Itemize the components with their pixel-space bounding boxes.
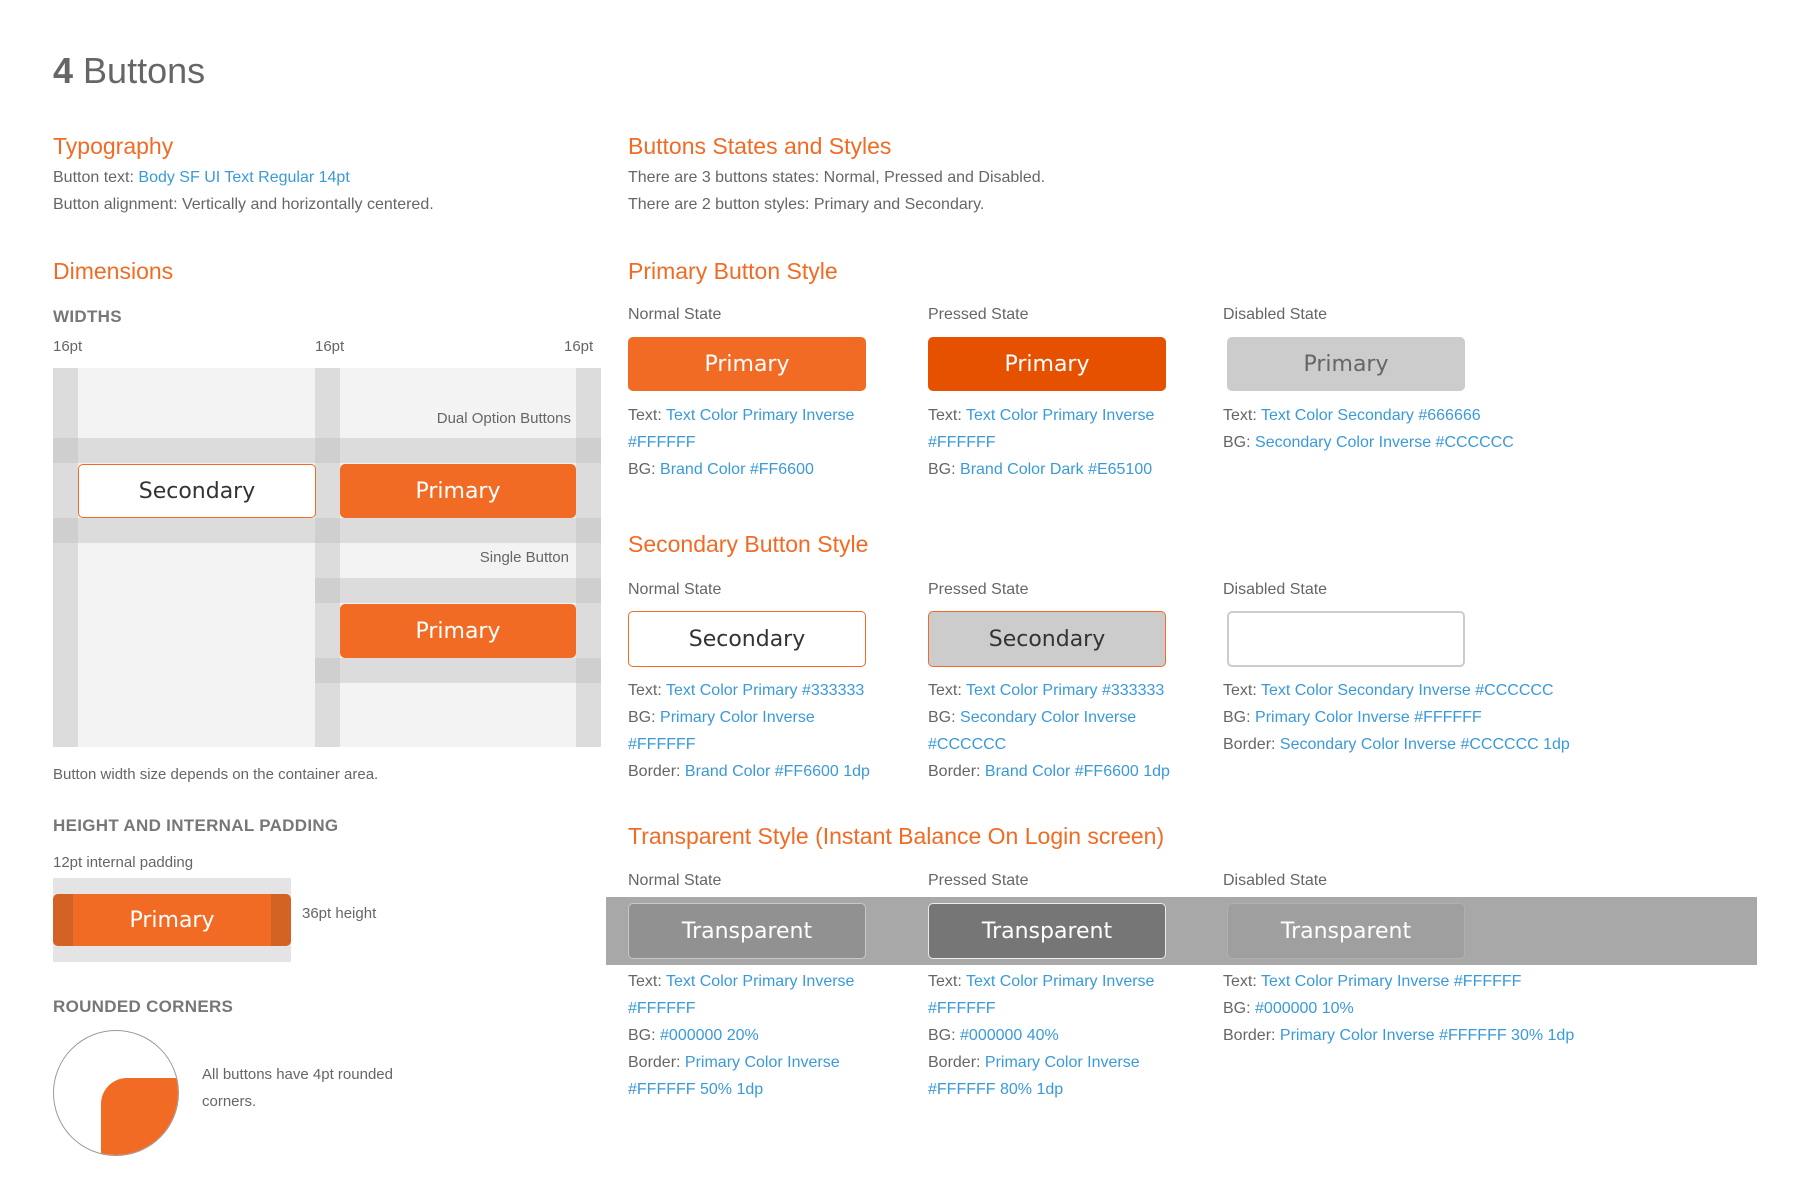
spec-line bbox=[628, 758, 870, 785]
spec-line bbox=[628, 456, 854, 483]
spec-line bbox=[1223, 1022, 1574, 1049]
section-number: 4 bbox=[53, 50, 74, 91]
widths-diagram bbox=[53, 368, 601, 747]
transparent-normal-specs bbox=[628, 968, 854, 1103]
spec-label: Border: bbox=[628, 763, 685, 780]
spec-value: Brand Color #FF6600 1dp bbox=[984, 763, 1170, 780]
spec-label: BG: bbox=[628, 461, 661, 478]
transparent-disabled-button[interactable]: Transparent bbox=[1227, 903, 1465, 959]
transparent-pressed-state-label: Pressed State bbox=[928, 872, 1029, 889]
dual-option-label: Dual Option Buttons bbox=[436, 410, 571, 427]
spec-line bbox=[928, 704, 1170, 731]
spec-label: Border: bbox=[628, 1054, 685, 1071]
secondary-pressed-button[interactable]: Secondary bbox=[928, 611, 1166, 667]
primary-normal-specs bbox=[628, 402, 854, 483]
secondary-disabled-specs bbox=[1223, 677, 1570, 758]
single-button-label: Single Button bbox=[479, 549, 569, 566]
rounded-note-line2: corners. bbox=[202, 1093, 257, 1110]
styles-line: There are 2 button styles: Primary and Secondary. bbox=[628, 196, 985, 213]
width-note: Button width size depends on the container area. bbox=[53, 766, 379, 783]
spec-line bbox=[928, 1049, 1154, 1076]
spec-line bbox=[628, 1049, 854, 1076]
secondary-normal-state-label: Normal State bbox=[628, 581, 722, 598]
margin-left-label: 16pt bbox=[53, 338, 83, 355]
spec-value: #FFFFFF 50% 1dp bbox=[628, 1081, 764, 1098]
padding-note: 12pt internal padding bbox=[53, 854, 194, 871]
spec-value: #CCCCCC bbox=[928, 736, 1007, 753]
rounded-corner-shape bbox=[101, 1078, 179, 1156]
primary-style-heading: Primary Button Style bbox=[628, 258, 838, 284]
spec-value: Text Color Primary #333333 bbox=[965, 682, 1165, 699]
spec-value: Text Color Primary Inverse #FFFFFF bbox=[1260, 973, 1522, 990]
spec-value: #FFFFFF bbox=[628, 1000, 696, 1017]
spec-value: Text Color Primary Inverse bbox=[965, 407, 1155, 424]
guide-cross bbox=[576, 438, 601, 463]
spec-value: Text Color Primary Inverse bbox=[965, 973, 1155, 990]
spec-line bbox=[628, 995, 854, 1022]
guide-cross bbox=[315, 658, 340, 683]
section-title: Buttons bbox=[83, 50, 206, 91]
typography-heading: Typography bbox=[53, 133, 174, 159]
spec-value: Text Color Primary Inverse bbox=[665, 973, 855, 990]
spec-line bbox=[628, 1022, 854, 1049]
spec-label: Text: bbox=[1223, 682, 1261, 699]
spec-value: #000000 10% bbox=[1255, 1000, 1354, 1017]
spec-value: #FFFFFF bbox=[928, 1000, 996, 1017]
spec-label: Border: bbox=[928, 1054, 985, 1071]
spec-line bbox=[628, 968, 854, 995]
secondary-pressed-state-label: Pressed State bbox=[928, 581, 1029, 598]
spec-label: Text: bbox=[928, 407, 966, 424]
padding-guide-left bbox=[53, 894, 73, 946]
spec-line bbox=[1223, 677, 1570, 704]
margin-guide-mid bbox=[315, 368, 340, 747]
spec-line bbox=[628, 731, 870, 758]
primary-pressed-specs bbox=[928, 402, 1154, 483]
states-styles-heading: Buttons States and Styles bbox=[628, 133, 892, 159]
spec-value: Secondary Color Inverse #CCCCCC bbox=[1255, 434, 1514, 451]
spec-label: BG: bbox=[928, 1027, 961, 1044]
transparent-pressed-specs bbox=[928, 968, 1154, 1103]
spec-line bbox=[928, 731, 1170, 758]
spec-line bbox=[928, 995, 1154, 1022]
spec-value: Brand Color Dark #E65100 bbox=[960, 461, 1153, 478]
typography-button-text bbox=[53, 164, 350, 191]
example-primary-button[interactable]: Primary bbox=[340, 464, 576, 518]
spec-value: #000000 20% bbox=[660, 1027, 759, 1044]
spec-line bbox=[928, 1076, 1154, 1103]
rounded-note-line1: All buttons have 4pt rounded bbox=[202, 1066, 393, 1083]
height-note: 36pt height bbox=[302, 905, 377, 922]
margin-mid-label: 16pt bbox=[315, 338, 345, 355]
spec-line bbox=[1223, 731, 1570, 758]
dimensions-heading: Dimensions bbox=[53, 258, 174, 284]
secondary-style-heading: Secondary Button Style bbox=[628, 531, 869, 557]
spec-line bbox=[928, 1022, 1154, 1049]
spec-label: BG: bbox=[1223, 434, 1256, 451]
states-line: There are 3 buttons states: Normal, Pressed and Disabled. bbox=[628, 169, 1046, 186]
spec-label: Text: bbox=[1223, 407, 1261, 424]
spec-label: BG: bbox=[628, 1027, 661, 1044]
guide-cross bbox=[576, 518, 601, 543]
spec-line bbox=[628, 1076, 854, 1103]
spec-label: Text: bbox=[928, 973, 966, 990]
primary-normal-state-label: Normal State bbox=[628, 306, 722, 323]
spec-label: BG: bbox=[928, 709, 961, 726]
height-example-button[interactable]: Primary bbox=[53, 894, 291, 946]
secondary-disabled-state-label: Disabled State bbox=[1223, 581, 1328, 598]
spec-line bbox=[1223, 429, 1514, 456]
primary-disabled-button[interactable]: Primary bbox=[1227, 337, 1465, 391]
spec-label: Border: bbox=[1223, 1027, 1280, 1044]
spec-label: Text: bbox=[628, 407, 666, 424]
spec-value: Brand Color #FF6600 bbox=[660, 461, 814, 478]
spec-line bbox=[928, 968, 1154, 995]
guide-cross bbox=[576, 578, 601, 603]
transparent-normal-button[interactable]: Transparent bbox=[628, 903, 866, 959]
transparent-pressed-button[interactable]: Transparent bbox=[928, 903, 1166, 959]
primary-disabled-specs bbox=[1223, 402, 1514, 456]
example-primary-single-button[interactable]: Primary bbox=[340, 604, 576, 658]
spec-line bbox=[928, 758, 1170, 785]
widths-heading: WIDTHS bbox=[53, 307, 122, 326]
guide-cross bbox=[53, 518, 78, 543]
spec-line bbox=[1223, 402, 1514, 429]
guide-cross bbox=[53, 438, 78, 463]
spec-label: Border: bbox=[928, 763, 985, 780]
secondary-normal-specs bbox=[628, 677, 870, 785]
spec-label: BG: bbox=[628, 709, 661, 726]
secondary-disabled-button[interactable] bbox=[1227, 611, 1465, 667]
guide-cross bbox=[315, 438, 340, 463]
spec-value: #FFFFFF bbox=[628, 434, 696, 451]
secondary-normal-button[interactable]: Secondary bbox=[628, 611, 866, 667]
spec-label: BG: bbox=[1223, 1000, 1256, 1017]
primary-pressed-button[interactable]: Primary bbox=[928, 337, 1166, 391]
spec-value: Primary Color Inverse bbox=[984, 1054, 1140, 1071]
rounded-corners-heading: ROUNDED CORNERS bbox=[53, 997, 234, 1016]
spec-label: Text: bbox=[628, 973, 666, 990]
spec-line bbox=[628, 704, 870, 731]
primary-normal-button[interactable]: Primary bbox=[628, 337, 866, 391]
transparent-disabled-state-label: Disabled State bbox=[1223, 872, 1328, 889]
button-text-label: Button text: bbox=[53, 169, 134, 186]
spec-line bbox=[1223, 995, 1574, 1022]
guide-cross bbox=[315, 578, 340, 603]
spec-value: #FFFFFF bbox=[928, 434, 996, 451]
spec-line bbox=[928, 456, 1154, 483]
transparent-disabled-specs bbox=[1223, 968, 1574, 1049]
guide-cross bbox=[576, 658, 601, 683]
spec-value: Primary Color Inverse bbox=[660, 709, 815, 726]
guide-cross bbox=[315, 518, 340, 543]
spec-value: Primary Color Inverse #FFFFFF bbox=[1255, 709, 1482, 726]
padding-guide-row bbox=[315, 658, 601, 683]
example-secondary-button[interactable]: Secondary bbox=[78, 464, 316, 518]
primary-disabled-state-label: Disabled State bbox=[1223, 306, 1328, 323]
spec-line bbox=[628, 429, 854, 456]
spec-line bbox=[628, 402, 854, 429]
spec-line bbox=[928, 402, 1154, 429]
page-title bbox=[53, 50, 205, 92]
spec-label: Border: bbox=[1223, 736, 1280, 753]
spec-value: Text Color Primary #333333 bbox=[665, 682, 865, 699]
spec-value: Primary Color Inverse bbox=[684, 1054, 840, 1071]
spec-value: #FFFFFF bbox=[628, 736, 696, 753]
transparent-normal-state-label: Normal State bbox=[628, 872, 722, 889]
primary-pressed-state-label: Pressed State bbox=[928, 306, 1029, 323]
height-padding-heading: HEIGHT AND INTERNAL PADDING bbox=[53, 816, 339, 835]
spec-label: BG: bbox=[1223, 709, 1256, 726]
spec-value: Primary Color Inverse #FFFFFF 30% 1dp bbox=[1279, 1027, 1575, 1044]
spec-value: #000000 40% bbox=[960, 1027, 1059, 1044]
spec-line bbox=[1223, 968, 1574, 995]
spec-line bbox=[1223, 704, 1570, 731]
spec-value: Text Color Secondary #666666 bbox=[1260, 407, 1481, 424]
secondary-pressed-specs bbox=[928, 677, 1170, 785]
transparent-style-heading: Transparent Style (Instant Balance On Login screen) bbox=[628, 823, 1165, 849]
spec-line bbox=[628, 677, 870, 704]
height-diagram bbox=[53, 878, 291, 962]
spec-value: Text Color Secondary Inverse #CCCCCC bbox=[1260, 682, 1554, 699]
padding-guide-right bbox=[271, 894, 291, 946]
spec-label: Text: bbox=[928, 682, 966, 699]
button-text-value: Body SF UI Text Regular 14pt bbox=[138, 169, 350, 186]
spec-value: Text Color Primary Inverse bbox=[665, 407, 855, 424]
padding-guide-row bbox=[315, 578, 601, 603]
spec-label: Text: bbox=[1223, 973, 1261, 990]
margin-guide-right bbox=[576, 368, 601, 747]
spec-line bbox=[928, 677, 1170, 704]
margin-guide-left bbox=[53, 368, 78, 747]
spec-label: BG: bbox=[928, 461, 961, 478]
margin-right-label: 16pt bbox=[564, 338, 594, 355]
spec-line bbox=[928, 429, 1154, 456]
spec-value: Brand Color #FF6600 1dp bbox=[684, 763, 870, 780]
spec-value: Secondary Color Inverse bbox=[960, 709, 1137, 726]
typography-alignment: Button alignment: Vertically and horizontally centered. bbox=[53, 196, 434, 213]
spec-value: Secondary Color Inverse #CCCCCC 1dp bbox=[1279, 736, 1570, 753]
rounded-corner-illustration bbox=[53, 1030, 179, 1156]
spec-value: #FFFFFF 80% 1dp bbox=[928, 1081, 1064, 1098]
spec-label: Text: bbox=[628, 682, 666, 699]
